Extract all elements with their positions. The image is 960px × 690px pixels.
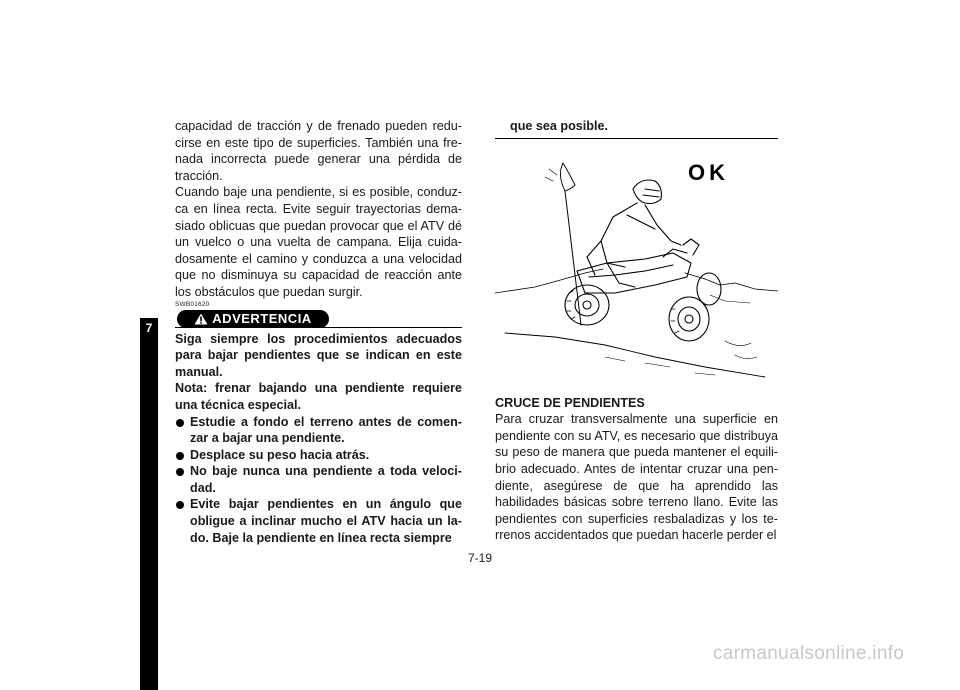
left-column xyxy=(175,118,462,546)
warning-content xyxy=(175,331,462,547)
bullet-dot-icon xyxy=(176,501,184,509)
bullet-dot-icon xyxy=(176,419,184,427)
warning-note: Nota: frenar bajando una pendiente requiere una técnica especial. xyxy=(175,381,462,412)
warning-badge xyxy=(177,310,329,328)
watermark: carmanualsonline.info xyxy=(713,643,905,664)
bullet-item: Desplace su peso hacia atrás. xyxy=(175,447,462,464)
section-body: Para cruzar transversalmente una superficie en pendiente con su ATV, es necesario que distribuya su peso de manera que pueda mantener el equili-brio adecuado. Antes de intentar cruzar una pen-diente, asegúrese de que ha aprendido las habilidades básicas sobre terreno llano. Evite las pendientes con superficies resbaladizas y los te-rrenos accidentados que puedan hacerle perder el xyxy=(495,412,778,543)
warning-code: SWB01620 xyxy=(175,300,210,308)
intro-paragraph: capacidad de tracción y de frenado pueden redu-cirse en este tipo de superficies. También una fre-nada incorrecta puede generar una pérdida de tracción. xyxy=(175,119,462,183)
right-column xyxy=(495,118,778,544)
bullet-dot-icon xyxy=(176,452,184,460)
warning-bullet-list xyxy=(175,414,462,547)
page-number: 7-19 xyxy=(468,551,493,565)
warning-paragraph: Siga siempre los procedimientos adecuados para bajar pendientes que se indican en este manual. xyxy=(175,331,462,379)
chapter-tab: 7 xyxy=(140,318,158,690)
descent-paragraph: Cuando baje una pendiente, si es posible, conduz-ca en línea recta. Evite seguir trayectorias dema-siado oblicuas que puedan provocar que el ATV dé un vuelco o una vuelta de campana. Elija cuida-dosamente el camino y conduzca a una velocidad que no disminuya su capacidad de reacción ante los obstáculos que puedan surgir. xyxy=(175,185,462,299)
atv-descent-illustration xyxy=(495,145,778,383)
bullet-item: Evite bajar pendientes en un ángulo que obligue a inclinar mucho el ATV hacia un la-do. Baje la pendiente en línea recta siempre xyxy=(175,496,462,546)
warning-end-rule xyxy=(495,138,778,139)
atv-rider-drawing xyxy=(495,145,778,383)
ok-label: OK xyxy=(688,159,729,185)
bullet-item: No baje nunca una pendiente a toda veloci-dad. xyxy=(175,463,462,496)
bullet-item: Estudie a fondo el terreno antes de comen-zar a bajar una pendiente. xyxy=(175,414,462,447)
bullet-continuation: que sea posible. xyxy=(510,119,608,133)
warning-triangle-icon xyxy=(194,313,208,325)
warning-header xyxy=(175,310,462,328)
section-title: CRUCE DE PENDIENTES xyxy=(495,395,645,410)
bullet-dot-icon xyxy=(176,468,184,476)
warning-label: ADVERTENCIA xyxy=(212,310,312,326)
